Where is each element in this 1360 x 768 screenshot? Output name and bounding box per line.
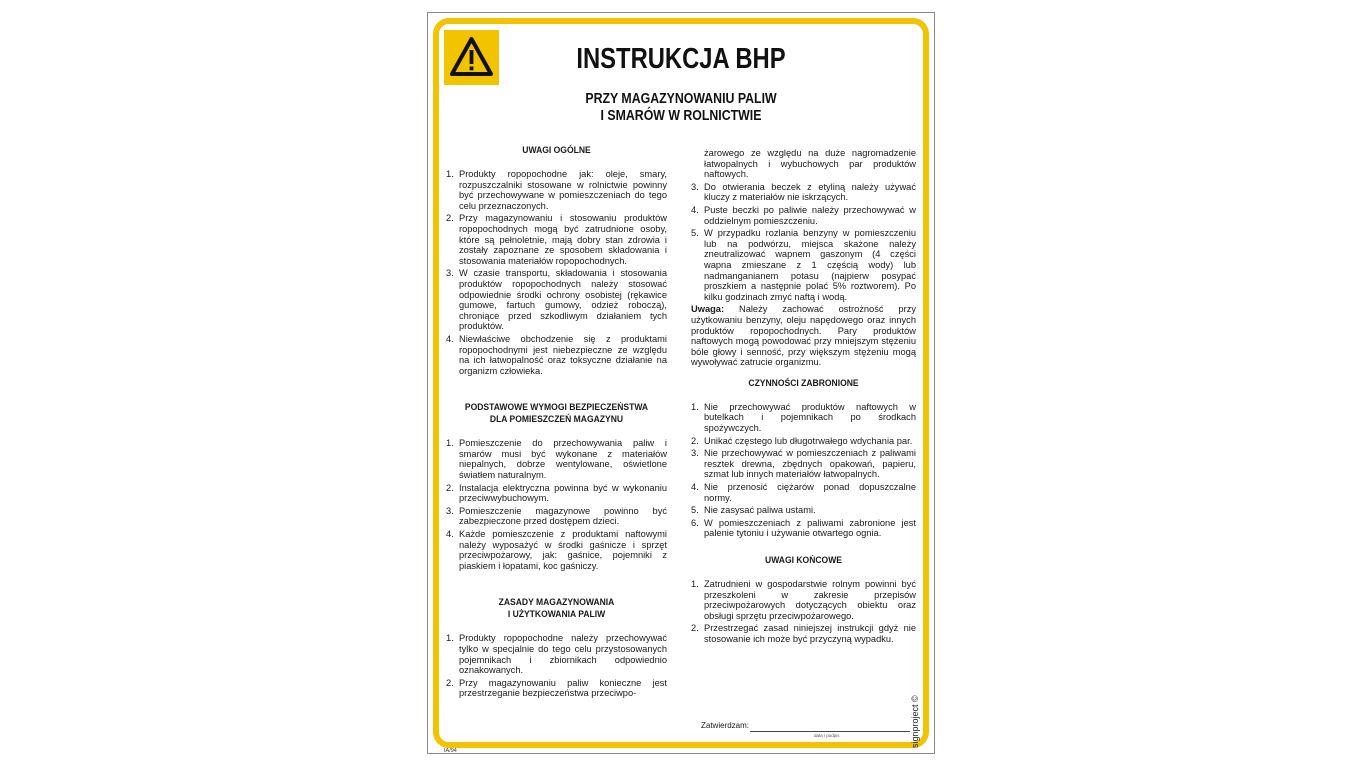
- numbered-list: [446, 169, 667, 376]
- sign-code: IA/94: [444, 748, 457, 754]
- list-item: 5. Nie zasysać paliwa ustami.: [691, 505, 816, 516]
- numbered-list: [691, 182, 916, 303]
- list-item: 4. Niewłaściwe obchodzenie się z produktami ropopochodnymi jest niebezpieczne ze względu na ich łatwopalność oraz toksyczne działanie na organizm człowieka.: [446, 333, 667, 376]
- numbered-list: [446, 633, 667, 699]
- section-heading: UWAGI OGÓLNE: [522, 145, 591, 156]
- list-item: 2. Instalacja elektryczna powinna być w wykonaniu przeciwwybuchowym.: [446, 482, 667, 504]
- list-item: 1. Produkty ropopochodne jak: oleje, smary, rozpuszczalniki stosowane w rolnictwie powinny być przechowywane w pomieszczeniach do tego celu przeznaczonych.: [446, 169, 667, 211]
- list-item: 1. Zatrudnieni w gospodarstwie rolnym powinni być przeszkoleni w zakresie przepisów przeciwpożarowych dotyczących obiektu oraz obsługi sprzętu przeciwpożarowego.: [691, 579, 916, 621]
- section-heading: UWAGI KOŃCOWE: [765, 555, 842, 566]
- numbered-list: [446, 438, 667, 571]
- list-item: 2. Unikać częstego lub długotrwałego wdychania par.: [691, 435, 913, 446]
- section-heading: PODSTAWOWE WYMOGI BEZPIECZEŃSTWA DLA POMIESZCZEŃ MAGAZYNU: [464, 402, 649, 426]
- list-item: 2. Przy magazynowaniu i stosowaniu produktów ropopochodnych mogą być zatrudnione osoby, które są pełnoletnie, mają dobry stan zdrowia i zostały zapoznane ze sposobem składowania i stosowania materiałów ropopochodnych.: [446, 213, 667, 266]
- approval-label: Zatwierdzam:: [701, 721, 750, 730]
- subtitle-line: PRZY MAGAZYNOWANIU PALIW: [585, 91, 777, 107]
- numbered-list: [691, 579, 916, 645]
- list-item: 6. W pomieszczeniach z paliwami zabronione jest palenie tytoniu i używanie otwartego ognia.: [691, 517, 916, 539]
- numbered-list: [691, 402, 916, 539]
- page-title: INSTRUKCJA BHP: [576, 43, 786, 75]
- subtitle-line: I SMARÓW W ROLNICTWIE: [600, 108, 762, 124]
- continued-text: żarowego ze względu na duże nagromadzenie łatwopalnych i wybuchowych par produktów naftowych.: [704, 148, 916, 180]
- list-item: 5. W przypadku rozlania benzyny w pomieszczeniu lub na podwórzu, miejsca skażone należy zneutralizować wapnem gaszonym (4 części wapna zmieszane z 1 częścią wody) lub nadmanganianem potasu (najpierw posypać proszkiem a następnie polać 5% roztworem). Po kilku godzinach zmyć naftą i wodą.: [691, 228, 916, 302]
- list-item: 4. Każde pomieszczenie z produktami naftowymi należy wyposażyć w środki gaśnicze i sprzęt przeciwpożarowy, jak: gaśnice, pojemniki z piaskiem i łopatami, koc gaśniczy.: [446, 529, 667, 571]
- list-item: 1. Nie przechowywać produktów naftowych w butelkach i pojemnikach po środkach spożywczych.: [691, 401, 916, 434]
- instruction-sign: [427, 12, 935, 754]
- right-column: [691, 148, 916, 647]
- page-subtitle: [466, 91, 896, 125]
- list-item: 3. Pomieszczenie magazynowe powinno być zabezpieczone przed dostępem dzieci.: [446, 505, 667, 527]
- list-item: 3. Nie przechowywać w pomieszczeniach z paliwami resztek drewna, zbędnych opakowań, papieru, szmat lub innych materiałów łatwopalnych.: [691, 448, 916, 480]
- section-heading: ZASADY MAGAZYNOWANIA I UŻYTKOWANIA PALIW: [498, 597, 615, 621]
- list-item: 3. W czasie transportu, składowania i stosowania produktów ropopochodnych należy stosować odpowiednie środki ochrony osobistej (rękawice gumowe, fartuch gumowy, odzież roboczą), chroniące przed szkodliwym działaniem tych produktów.: [446, 268, 667, 332]
- list-item: 3. Do otwierania beczek z etyliną należy używać kluczy z materiałów nie iskrzących.: [691, 181, 916, 203]
- list-item: 1. Produkty ropopochodne należy przechowywać tylko w specjalnie do tego celu przystosowanych pojemnikach i zbiornikach odpowiednio oznakowanych.: [446, 633, 667, 676]
- left-column: [446, 145, 667, 701]
- brand-mark: signproject ©: [910, 695, 920, 748]
- warning-note: Uwaga: Należy zachować ostrożność przy użytkowaniu benzyny, oleju napędowego oraz innych produktów ropopochodnych. Pary produktów naftowych mogą powodować przy mniejszym stężeniu bóle głowy i senność, przy większym stężeniu mogą wywoływać zatrucie organizmu.: [691, 304, 916, 368]
- list-item: 1. Pomieszczenie do przechowywania paliw i smarów musi być wykonane z materiałów niepalnych, dobrze wentylowane, oświetlone światłem naturalnym.: [446, 438, 667, 481]
- list-item: 2. Przy magazynowaniu paliw konieczne jest przestrzeganie bezpieczeństwa przeciwpo-: [446, 677, 667, 699]
- signature-caption: data i podpis: [814, 733, 840, 738]
- list-item: 4. Puste beczki po paliwie należy przechowywać w oddzielnym pomieszczeniu.: [691, 204, 916, 226]
- list-item: 2. Przestrzegać zasad niniejszej instrukcji gdyż nie stosowanie ich może być przyczyną wypadku.: [691, 623, 916, 644]
- list-item: 4. Nie przenosić ciężarów ponad dopuszczalne normy.: [691, 482, 916, 503]
- section-heading: CZYNNOŚCI ZABRONIONE: [748, 377, 859, 389]
- signature-line: [750, 731, 910, 732]
